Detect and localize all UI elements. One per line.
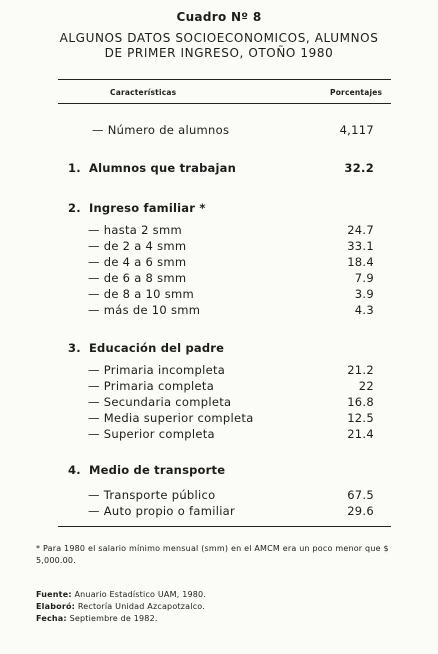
row-value: 3.9 xyxy=(354,287,374,301)
bottom-rule xyxy=(58,526,391,527)
row-value: 32.2 xyxy=(344,161,374,175)
header-rule xyxy=(58,103,391,104)
row-label: — de 4 a 6 smm xyxy=(88,255,187,269)
row-number: 3. xyxy=(68,341,81,355)
row-value: 21.2 xyxy=(347,363,374,377)
row-value: 4.3 xyxy=(354,303,374,317)
row-label: — Primaria completa xyxy=(88,379,215,393)
table-row xyxy=(0,426,438,442)
row-value: 29.6 xyxy=(347,504,374,518)
elaboration-line: Elaboró: Rectoría Unidad Azcapotzalco. xyxy=(36,602,205,611)
row-label: — hasta 2 smm xyxy=(88,223,182,237)
row-label: — Secundaria completa xyxy=(88,395,232,409)
row-label: — de 6 a 8 smm xyxy=(88,271,187,285)
row-value: 24.7 xyxy=(347,223,374,237)
table-row xyxy=(0,286,438,302)
top-rule xyxy=(58,79,391,80)
row-label: Alumnos que trabajan xyxy=(89,161,236,175)
table-subtitle xyxy=(0,31,438,61)
sources-block xyxy=(36,589,406,625)
table-row xyxy=(0,410,438,426)
row-value: 12.5 xyxy=(347,411,374,425)
section-row xyxy=(0,340,438,356)
section-row xyxy=(0,200,438,216)
table-row xyxy=(0,122,438,138)
footnote: * Para 1980 el salario mínimo mensual (smm) en el AMCM era un poco menor que $ 5,000.00. xyxy=(36,544,389,565)
row-label: Medio de transporte xyxy=(89,463,226,477)
table-title: Cuadro Nº 8 xyxy=(176,10,262,24)
row-number: 2. xyxy=(68,201,81,215)
table-row xyxy=(0,487,438,503)
table-row xyxy=(0,503,438,519)
row-value: 67.5 xyxy=(347,488,374,502)
row-value: 33.1 xyxy=(347,239,374,253)
row-value: 21.4 xyxy=(347,427,374,441)
row-label: — Auto propio o familiar xyxy=(88,504,236,518)
row-label: — Primaria incompleta xyxy=(88,363,226,377)
row-label: — Superior completa xyxy=(88,427,215,441)
row-label: Ingreso familiar * xyxy=(89,201,206,215)
row-label: — Número de alumnos xyxy=(92,123,230,137)
table-row xyxy=(0,254,438,270)
column-header-characteristics: Características xyxy=(110,88,177,97)
column-header-percentages: Porcentajes xyxy=(330,88,383,97)
row-label: — más de 10 smm xyxy=(88,303,201,317)
row-value: 16.8 xyxy=(347,395,374,409)
table-row xyxy=(0,378,438,394)
row-label: — de 8 a 10 smm xyxy=(88,287,195,301)
table-row xyxy=(0,238,438,254)
row-number: 1. xyxy=(68,161,81,175)
row-value: 22 xyxy=(358,379,374,393)
subtitle-line-1: ALGUNOS DATOS SOCIOECONOMICOS, ALUMNOS xyxy=(59,31,379,45)
date-line: Fecha: Septiembre de 1982. xyxy=(36,614,158,623)
row-label: Educación del padre xyxy=(89,341,225,355)
row-number: 4. xyxy=(68,463,81,477)
source-line: Fuente: Anuario Estadístico UAM, 1980. xyxy=(36,590,207,599)
table-row xyxy=(0,270,438,286)
row-label: — Media superior completa xyxy=(88,411,254,425)
section-row xyxy=(0,160,438,176)
row-value: 7.9 xyxy=(354,271,374,285)
table-row xyxy=(0,222,438,238)
section-row xyxy=(0,462,438,478)
table-row xyxy=(0,394,438,410)
row-value: 18.4 xyxy=(347,255,374,269)
row-value: 4,117 xyxy=(339,123,374,137)
row-label: — de 2 a 4 smm xyxy=(88,239,187,253)
subtitle-line-2: DE PRIMER INGRESO, OTOÑO 1980 xyxy=(104,46,334,60)
table-row xyxy=(0,362,438,378)
table-row xyxy=(0,302,438,318)
row-label: — Transporte público xyxy=(88,488,216,502)
